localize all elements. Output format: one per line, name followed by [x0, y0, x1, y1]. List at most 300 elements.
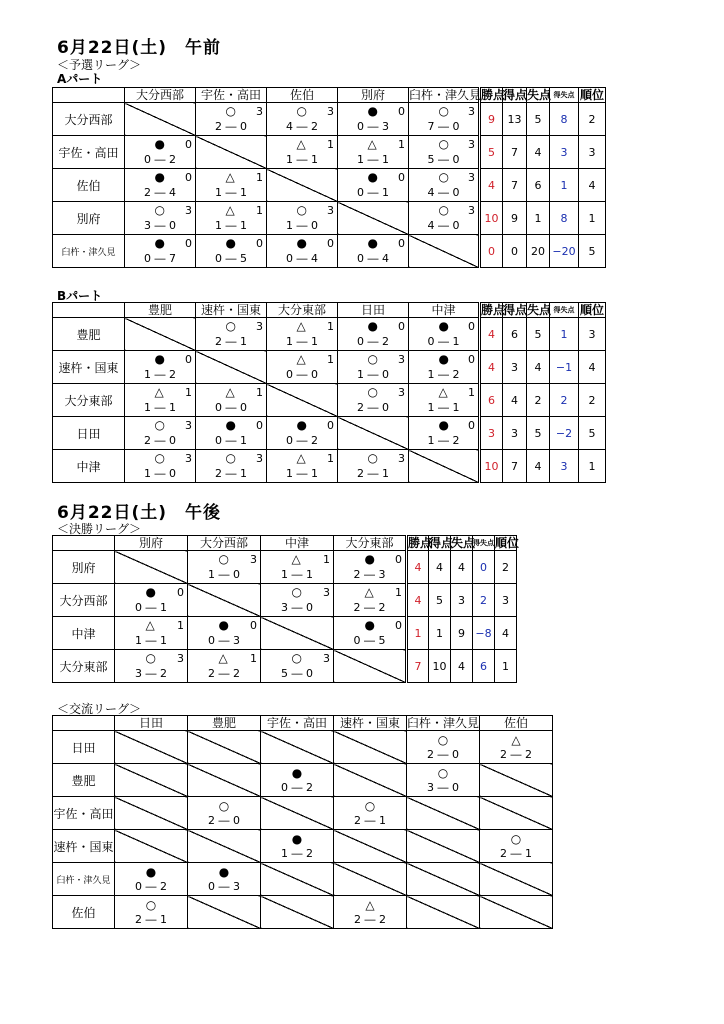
exchange-col-header: 豊肥 — [188, 716, 261, 731]
diagonal-cell — [188, 584, 261, 617]
match-score: 1 ― 1 — [281, 568, 313, 581]
match-cell — [261, 650, 334, 683]
stat-goal-diff: 1 — [550, 318, 579, 351]
match-points: 0 — [395, 553, 402, 566]
match-score: 1 ― 1 — [144, 401, 176, 414]
stat-header: 失点 — [527, 88, 552, 102]
match-score: 2 ― 1 — [135, 913, 167, 926]
stat-header: 勝点 — [481, 88, 506, 102]
match-points: 3 — [398, 353, 405, 366]
match-cell — [338, 384, 409, 417]
partB-table — [52, 302, 606, 483]
result-mark: ● — [154, 352, 165, 366]
match-cell — [409, 351, 480, 384]
stat-rank: 1 — [495, 650, 517, 683]
row-team-name: 日田 — [53, 417, 125, 450]
diagonal-cell — [407, 797, 480, 830]
final-label: ＜決勝リーグ＞ — [57, 522, 142, 536]
stat-goals-for: 4 — [429, 551, 451, 584]
row-team-name: 大分東部 — [53, 384, 125, 417]
diagonal-cell — [125, 318, 196, 351]
diagonal-cell — [261, 731, 334, 764]
match-score: 2 ― 2 — [208, 667, 240, 680]
stat-header: 得失点 — [473, 536, 495, 551]
result-mark: ○ — [438, 104, 449, 118]
partB-row — [53, 417, 606, 450]
stat-goals-against: 4 — [451, 551, 473, 584]
match-points: 3 — [185, 204, 192, 217]
diagonal-cell — [188, 731, 261, 764]
match-points: 0 — [398, 171, 405, 184]
row-team-name: 大分東部 — [53, 650, 115, 683]
match-points: 1 — [327, 452, 334, 465]
final-row — [53, 617, 517, 650]
match-score: 1 ― 1 — [135, 634, 167, 647]
result-mark: ○ — [291, 585, 302, 599]
diagonal-cell — [334, 764, 407, 797]
stat-goals-against: 1 — [527, 202, 550, 235]
match-points: 0 — [398, 320, 405, 333]
stat-goal-diff: 2 — [473, 584, 495, 617]
exchange-row — [53, 797, 553, 830]
exchange-col-header: 臼杵・津久見 — [407, 716, 480, 730]
result-mark: △ — [145, 618, 155, 632]
stat-goal-diff: 1 — [550, 169, 579, 202]
match-points: 0 — [185, 138, 192, 151]
stat-goal-diff: −20 — [550, 235, 579, 268]
partA-col-header: 大分西部 — [125, 88, 196, 103]
match-cell — [196, 318, 267, 351]
stat-goal-diff: −1 — [550, 351, 579, 384]
result-mark: ○ — [296, 104, 307, 118]
final-corner — [53, 536, 115, 551]
result-mark: ● — [145, 585, 156, 599]
match-score: 0 ― 4 — [357, 252, 389, 265]
match-score: 2 ― 2 — [354, 913, 386, 926]
partB-col-header: 豊肥 — [125, 303, 196, 318]
match-cell — [338, 169, 409, 202]
stat-goal-diff: 8 — [550, 103, 579, 136]
result-mark: △ — [225, 170, 235, 184]
stat-goal-diff: 6 — [473, 650, 495, 683]
partA-row — [53, 202, 606, 235]
match-score: 0 ― 1 — [215, 434, 247, 447]
match-cell — [261, 551, 334, 584]
match-cell — [125, 136, 196, 169]
match-points: 0 — [468, 419, 475, 432]
stat-points: 4 — [480, 169, 503, 202]
match-score: 0 ― 3 — [357, 120, 389, 133]
exchange-col-header: 速杵・国東 — [334, 716, 407, 731]
exchange-label: ＜交流リーグ＞ — [57, 702, 142, 716]
diagonal-cell — [409, 235, 480, 268]
diagonal-cell — [196, 136, 267, 169]
stat-rank: 2 — [495, 551, 517, 584]
match-cell — [196, 202, 267, 235]
row-team-name: 豊肥 — [53, 318, 125, 351]
row-team-name: 宇佐・高田 — [53, 136, 125, 169]
match-score: 1 ― 1 — [286, 467, 318, 480]
match-score: 0 ― 2 — [286, 434, 318, 447]
result-mark: ○ — [367, 385, 378, 399]
result-mark: ○ — [367, 352, 378, 366]
match-points: 0 — [256, 419, 263, 432]
match-cell — [338, 103, 409, 136]
exchange-col-header: 宇佐・高田 — [261, 716, 334, 731]
match-points: 0 — [398, 105, 405, 118]
match-score: 0 ― 7 — [144, 252, 176, 265]
partB-row — [53, 351, 606, 384]
match-score: 1 ― 1 — [427, 401, 460, 414]
match-score: 1 ― 1 — [215, 186, 247, 199]
result-mark: ● — [154, 137, 165, 151]
pm-title: 6月22日(土) 午後 — [57, 503, 222, 523]
match-points: 0 — [468, 320, 475, 333]
match-score: 2 ― 2 — [353, 601, 386, 614]
stat-rank: 3 — [579, 318, 606, 351]
match-cell — [115, 650, 188, 683]
match-cell — [196, 417, 267, 450]
row-team-name: 大分西部 — [53, 103, 125, 136]
diagonal-cell — [409, 450, 480, 483]
stat-goals-for: 1 — [429, 617, 451, 650]
match-score: 2 ― 2 — [500, 748, 532, 761]
match-cell — [334, 551, 407, 584]
result-mark: △ — [154, 385, 164, 399]
result-mark: ● — [154, 170, 165, 184]
match-score: 2 ― 1 — [354, 814, 386, 827]
match-score: 0 ― 4 — [286, 252, 318, 265]
stat-points: 3 — [480, 417, 503, 450]
exchange-row — [53, 731, 553, 764]
stat-goals-against: 5 — [527, 318, 550, 351]
match-cell — [267, 450, 338, 483]
row-team-name: 宇佐・高田 — [53, 797, 115, 830]
match-score: 3 ― 2 — [135, 667, 167, 680]
partA-col-header: 佐伯 — [267, 88, 338, 103]
match-cell — [125, 417, 196, 450]
stat-goal-diff: 3 — [550, 136, 579, 169]
diagonal-cell — [261, 863, 334, 896]
result-mark: ○ — [145, 898, 157, 912]
match-points: 1 — [323, 553, 330, 566]
match-cell — [115, 617, 188, 650]
match-score: 2 ― 3 — [353, 568, 386, 581]
exchange-row — [53, 863, 553, 896]
stat-points: 5 — [480, 136, 503, 169]
diagonal-cell — [334, 650, 407, 683]
result-mark: △ — [218, 651, 228, 665]
diagonal-cell — [188, 896, 261, 929]
partB-col-header: 大分東部 — [267, 303, 338, 318]
diagonal-cell — [261, 617, 334, 650]
match-score: 0 ― 3 — [208, 634, 240, 647]
row-team-name: 臼杵・津久見 — [53, 235, 125, 268]
exchange-row — [53, 896, 553, 929]
result-mark: ○ — [225, 319, 236, 333]
result-mark: ○ — [438, 170, 449, 184]
match-cell — [125, 169, 196, 202]
match-points: 0 — [395, 619, 402, 632]
stat-goal-diff: 0 — [473, 551, 495, 584]
match-score: 2 ― 1 — [500, 847, 532, 860]
row-team-name: 豊肥 — [53, 764, 115, 797]
match-score: 0 ― 2 — [144, 153, 176, 166]
match-score: 1 ― 0 — [357, 368, 389, 381]
match-points: 3 — [250, 553, 257, 566]
match-score: 4 ― 2 — [286, 120, 318, 133]
match-cell — [338, 318, 409, 351]
stat-header: 順位 — [579, 303, 604, 317]
match-cell — [267, 136, 338, 169]
result-mark: ○ — [225, 104, 236, 118]
match-points: 0 — [398, 237, 405, 250]
stat-points: 4 — [480, 351, 503, 384]
diagonal-cell — [115, 797, 188, 830]
match-cell — [480, 731, 553, 764]
partB-col-header: 速杵・国東 — [196, 303, 267, 318]
result-mark: ● — [291, 832, 303, 846]
result-mark: △ — [296, 352, 306, 366]
match-score: 2 ― 0 — [215, 120, 247, 133]
partB-row — [53, 318, 606, 351]
result-mark: △ — [364, 585, 374, 599]
partA-col-header: 臼杵・津久見 — [409, 88, 482, 102]
match-points: 3 — [185, 419, 192, 432]
match-score: 0 ― 2 — [357, 335, 389, 348]
result-mark: ○ — [218, 799, 230, 813]
match-points: 1 — [256, 386, 263, 399]
stat-rank: 3 — [579, 136, 606, 169]
match-score: 2 ― 1 — [357, 467, 389, 480]
stat-header: 得点 — [503, 303, 528, 317]
match-cell — [407, 731, 480, 764]
match-score: 0 ― 5 — [353, 634, 386, 647]
result-mark: ● — [367, 104, 378, 118]
stat-goal-diff: −8 — [473, 617, 495, 650]
match-points: 3 — [327, 204, 334, 217]
diagonal-cell — [261, 797, 334, 830]
final-col-header: 大分東部 — [334, 536, 407, 551]
match-cell — [115, 863, 188, 896]
diagonal-cell — [480, 896, 553, 929]
match-score: 2 ― 1 — [215, 335, 247, 348]
stat-rank: 5 — [579, 417, 606, 450]
match-points: 0 — [185, 353, 192, 366]
match-score: 1 ― 2 — [144, 368, 176, 381]
result-mark: ○ — [154, 418, 165, 432]
prelim-label: ＜予選リーグ＞ — [57, 58, 142, 72]
final-row — [53, 650, 517, 683]
final-col-header: 中津 — [261, 536, 334, 551]
row-team-name: 速杵・国東 — [53, 351, 125, 384]
diagonal-cell — [480, 764, 553, 797]
row-team-name: 日田 — [53, 731, 115, 764]
match-points: 1 — [398, 138, 405, 151]
result-mark: ● — [154, 236, 165, 250]
match-score: 2 ― 0 — [427, 748, 459, 761]
match-cell — [267, 417, 338, 450]
stat-rank: 1 — [579, 450, 606, 483]
diagonal-cell — [115, 830, 188, 863]
match-score: 1 ― 0 — [144, 467, 176, 480]
result-mark: ● — [296, 236, 307, 250]
stat-goals-against: 2 — [527, 384, 550, 417]
stat-goals-for: 7 — [503, 136, 527, 169]
stat-goals-against: 5 — [527, 417, 550, 450]
result-mark: △ — [225, 203, 235, 217]
match-cell — [407, 764, 480, 797]
match-score: 1 ― 2 — [427, 368, 460, 381]
match-points: 3 — [468, 105, 475, 118]
match-score: 1 ― 0 — [286, 219, 318, 232]
stat-rank: 3 — [495, 584, 517, 617]
match-score: 0 ― 1 — [427, 335, 460, 348]
match-cell — [409, 318, 480, 351]
match-cell — [338, 351, 409, 384]
row-team-name: 大分西部 — [53, 584, 115, 617]
diagonal-cell — [480, 797, 553, 830]
match-cell — [196, 103, 267, 136]
stat-goal-diff: 2 — [550, 384, 579, 417]
match-score: 4 ― 0 — [427, 219, 460, 232]
result-mark: ● — [145, 865, 157, 879]
partB-row — [53, 384, 606, 417]
stat-points: 9 — [480, 103, 503, 136]
result-mark: ● — [225, 418, 236, 432]
stat-rank: 1 — [579, 202, 606, 235]
result-mark: ● — [438, 352, 449, 366]
result-mark: ○ — [218, 552, 229, 566]
match-points: 0 — [177, 586, 184, 599]
diagonal-cell — [125, 103, 196, 136]
result-mark: ● — [291, 766, 303, 780]
result-mark: ● — [364, 618, 375, 632]
match-cell — [409, 417, 480, 450]
stat-rank: 5 — [579, 235, 606, 268]
match-score: 1 ― 1 — [286, 335, 318, 348]
match-score: 0 ― 1 — [135, 601, 167, 614]
stat-goals-against: 5 — [527, 103, 550, 136]
diagonal-cell — [407, 830, 480, 863]
final-col-header: 別府 — [115, 536, 188, 551]
diagonal-cell — [407, 896, 480, 929]
result-mark: △ — [296, 319, 306, 333]
result-mark: ● — [367, 170, 378, 184]
match-score: 1 ― 0 — [208, 568, 240, 581]
match-cell — [338, 450, 409, 483]
match-points: 3 — [327, 105, 334, 118]
final-row — [53, 551, 517, 584]
match-points: 3 — [468, 171, 475, 184]
match-cell — [261, 584, 334, 617]
exchange-row — [53, 830, 553, 863]
stat-points: 4 — [407, 551, 429, 584]
match-score: 0 ― 3 — [208, 880, 240, 893]
match-points: 3 — [468, 138, 475, 151]
result-mark: △ — [365, 898, 375, 912]
partA-row — [53, 136, 606, 169]
match-cell — [267, 351, 338, 384]
match-score: 0 ― 2 — [135, 880, 167, 893]
row-team-name: 別府 — [53, 202, 125, 235]
diagonal-cell — [115, 764, 188, 797]
match-cell — [115, 584, 188, 617]
match-score: 3 ― 0 — [281, 601, 313, 614]
result-mark: ○ — [437, 766, 449, 780]
stat-goals-against: 9 — [451, 617, 473, 650]
diagonal-cell — [334, 830, 407, 863]
diagonal-cell — [115, 731, 188, 764]
match-score: 4 ― 0 — [427, 186, 460, 199]
result-mark: ○ — [154, 203, 165, 217]
match-cell — [261, 764, 334, 797]
diagonal-cell — [261, 896, 334, 929]
result-mark: ○ — [367, 451, 378, 465]
match-points: 3 — [256, 320, 263, 333]
partA-row — [53, 169, 606, 202]
stat-goals-for: 5 — [429, 584, 451, 617]
match-score: 5 ― 0 — [427, 153, 460, 166]
partA-col-header: 宇佐・高田 — [196, 88, 267, 103]
stat-header: 得失点 — [550, 303, 579, 318]
match-cell — [267, 318, 338, 351]
match-score: 2 ― 0 — [357, 401, 389, 414]
result-mark: △ — [367, 137, 377, 151]
diagonal-cell — [480, 863, 553, 896]
stat-goals-for: 13 — [503, 103, 527, 136]
partA-corner — [53, 88, 125, 103]
final-row — [53, 584, 517, 617]
stat-goal-diff: 8 — [550, 202, 579, 235]
match-score: 0 ― 2 — [281, 781, 313, 794]
match-score: 1 ― 1 — [286, 153, 318, 166]
exchange-col-header: 日田 — [115, 716, 188, 731]
match-cell — [261, 830, 334, 863]
match-points: 0 — [250, 619, 257, 632]
match-cell — [196, 450, 267, 483]
match-score: 1 ― 1 — [215, 219, 247, 232]
stat-points: 1 — [407, 617, 429, 650]
match-points: 1 — [327, 138, 334, 151]
match-cell — [334, 896, 407, 929]
result-mark: △ — [296, 451, 306, 465]
result-mark: ○ — [364, 799, 376, 813]
stat-points: 10 — [480, 450, 503, 483]
row-team-name: 佐伯 — [53, 169, 125, 202]
result-mark: ● — [438, 418, 449, 432]
match-cell — [188, 551, 261, 584]
stat-header: 得点 — [503, 88, 528, 102]
match-cell — [125, 235, 196, 268]
match-cell — [334, 617, 407, 650]
match-points: 3 — [185, 452, 192, 465]
partA-col-header: 別府 — [338, 88, 409, 103]
stat-header: 勝点 — [408, 536, 433, 550]
match-cell — [267, 103, 338, 136]
row-team-name: 別府 — [53, 551, 115, 584]
stat-points: 10 — [480, 202, 503, 235]
stat-goals-for: 7 — [503, 169, 527, 202]
match-score: 7 ― 0 — [427, 120, 460, 133]
stat-goals-against: 20 — [527, 235, 550, 268]
match-cell — [480, 830, 553, 863]
match-points: 3 — [256, 452, 263, 465]
match-points: 1 — [327, 353, 334, 366]
match-cell — [125, 384, 196, 417]
diagonal-cell — [196, 351, 267, 384]
stat-goals-against: 6 — [527, 169, 550, 202]
